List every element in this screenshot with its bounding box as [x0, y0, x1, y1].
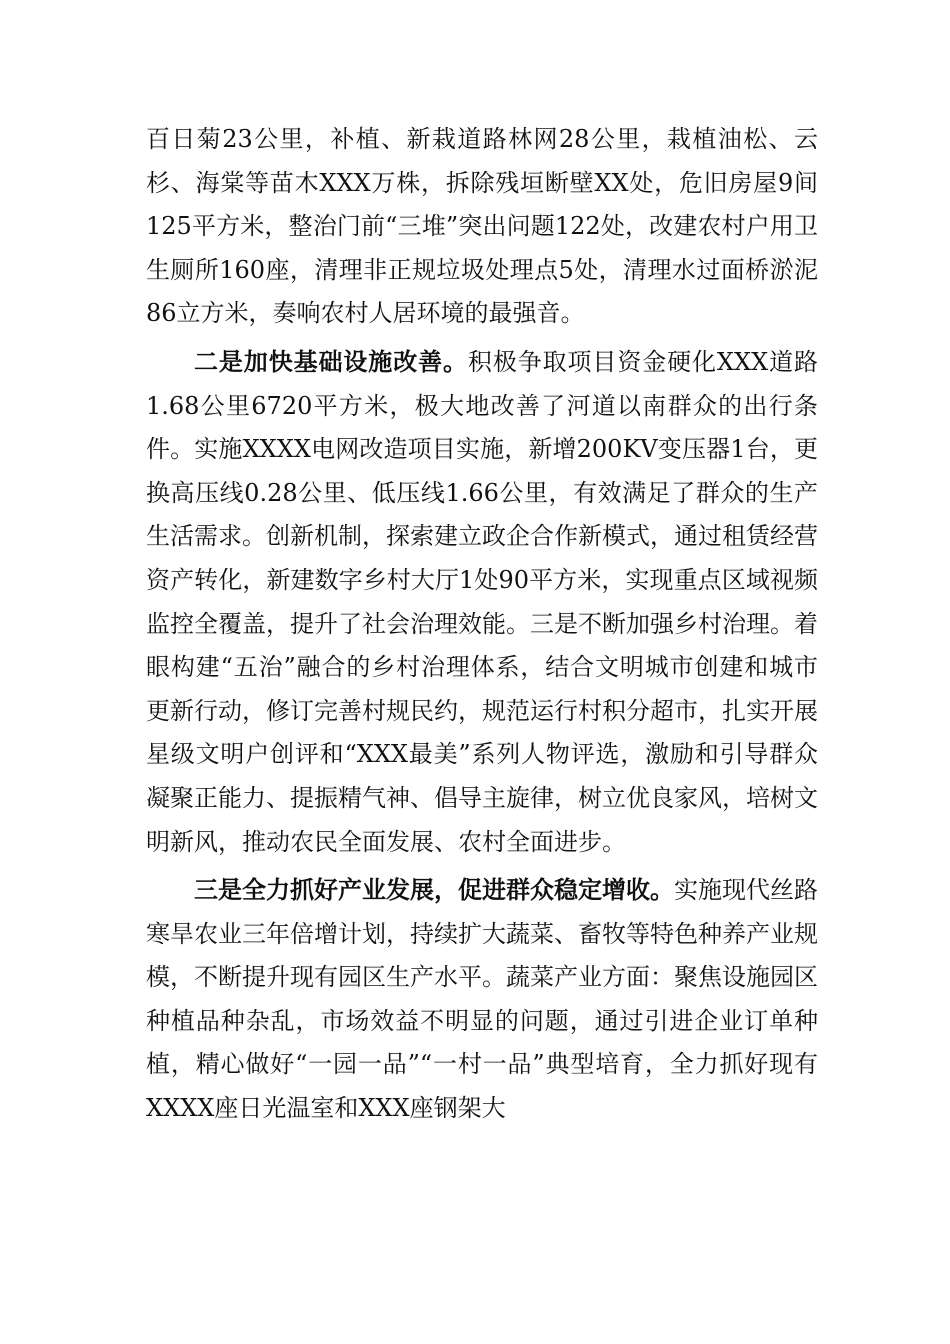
paragraph-heading: 二是加快基础设施改善。 — [194, 346, 468, 376]
paragraph-body: 实施现代丝路寒旱农业三年倍增计划，持续扩大蔬菜、畜牧等特色种养产业规模，不断提升现有园区生产水平。蔬菜产业方面：聚焦设施园区种植品种杂乱，市场效益不明显的问题，通过引进企业订单种植，精心做好“一园一品”“一村一品”典型培育，全力抓好现有XXXX座日光温室和XXX座钢架大 — [146, 876, 818, 1123]
document-page — [146, 118, 818, 1131]
paragraph-body: 百日菊23公里，补植、新栽道路林网28公里，栽植油松、云杉、海棠等苗木XXX万株，拆除残垣断壁XX处，危旧房屋9间125平方米，整治门前“三堆”突出问题122处，改建农村户用卫生厕所160座，清理非正规垃圾处理点5处，清理水过面桥淤泥86立方米，奏响农村人居环境的最强音。 — [146, 125, 818, 328]
paragraph-body: 积极争取项目资金硬化XXX道路1.68公里6720平方米，极大地改善了河道以南群众的出行条件。实施XXXX电网改造项目实施，新增200KV变压器1台，更换高压线0.28公里、低压线1.66公里，有效满足了群众的生产生活需求。创新机制，探索建立政企合作新模式，通过租赁经营资产转化，新建数字乡村大厅1处90平方米，实现重点区域视频监控全覆盖，提升了社会治理效能。三是不断加强乡村治理。着眼构建“五治”融合的乡村治理体系，结合文明城市创建和城市更新行动，修订完善村规民约，规范运行村积分超市，扎实开展星级文明户创评和“XXX最美”系列人物评选，激励和引导群众凝聚正能力、提振精气神、倡导主旋律，树立优良家风，培树文明新风，推动农民全面发展、农村全面进步。 — [146, 347, 818, 856]
paragraph-heading: 三是全力抓好产业发展，促进群众稳定增收。 — [194, 875, 674, 905]
paragraph-infrastructure — [146, 340, 818, 864]
paragraph-continuation — [146, 118, 818, 336]
paragraph-industry — [146, 868, 818, 1131]
